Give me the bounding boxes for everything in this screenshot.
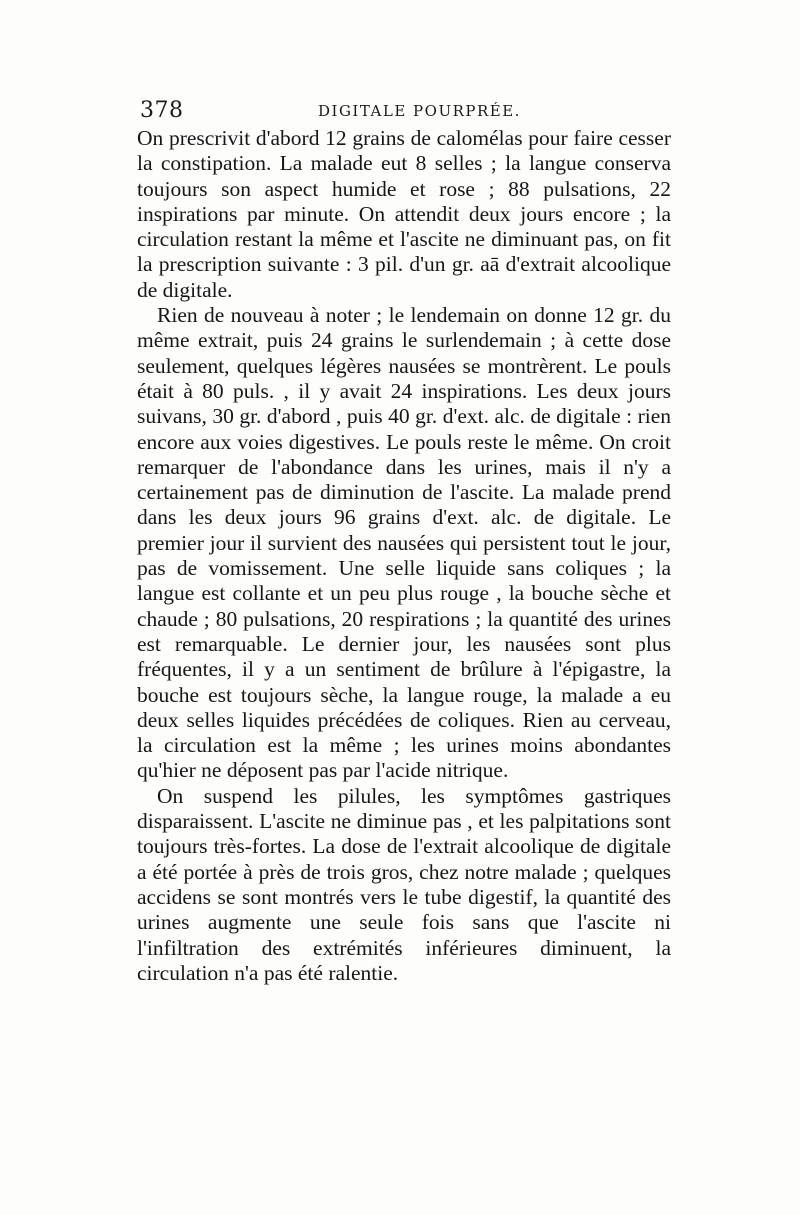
paragraph-3: On suspend les pilules, les symptômes gastriques disparaissent. L'ascite ne diminue pas , et les palpitations sont toujours très-fortes. La dose de l'extrait alcoolique de digitale a été portée à près de trois gros, chez notre malade ; quelques accidens se sont montrés vers le tube digestif, la quantité des urines augmente une seule fois sans que l'ascite ni l'infiltration des extrémités inférieures diminuent, la circulation n'a pas été ralentie.: [137, 783, 671, 985]
paragraph-2: Rien de nouveau à noter ; le lendemain on donne 12 gr. du même extrait, puis 24 grains le surlendemain ; à cette dose seulement, quelques légères nausées se montrèrent. Le pouls était à 80 puls. , il y avait 24 inspirations. Les deux jours suivans, 30 gr. d'abord , puis 40 gr. d'ext. alc. de digitale : rien encore aux voies digestives. Le pouls reste le même. On croit remarquer de l'abondance dans les urines, mais il n'y a certainement pas de diminution de l'ascite. La malade prend dans les deux jours 96 grains d'ext. alc. de digitale. Le premier jour il survient des nausées qui persistent tout le jour, pas de vomissement. Une selle liquide sans coliques ; la langue est collante et un peu plus rouge , la bouche sèche et chaude ; 80 pulsations, 20 respirations ; la quantité des urines est remarquable. Le dernier jour, les nausées sont plus fréquentes, il y a un sentiment de brûlure à l'épigastre, la bouche est toujours sèche, la langue rouge, la malade a eu deux selles liquides précédées de coliques. Rien au cerveau, la circulation est la même ; les urines moins abondantes qu'hier ne déposent pas par l'acide nitrique.: [137, 303, 671, 783]
body-text: [137, 126, 671, 986]
running-title: DIGITALE POURPRÉE.: [318, 102, 521, 120]
paragraph-1: On prescrivit d'abord 12 grains de calomélas pour faire cesser la constipation. La malade eut 8 selles ; la langue conserva toujours son aspect humide et rose ; 88 pulsations, 22 inspirations par minute. On attendit deux jours encore ; la circulation restant la même et l'ascite ne diminuant pas, on fit la prescription suivante : 3 pil. d'un gr. aā d'extrait alcoolique de digitale.: [137, 126, 671, 302]
page-number: 378: [140, 98, 184, 123]
page-header: [140, 98, 670, 128]
